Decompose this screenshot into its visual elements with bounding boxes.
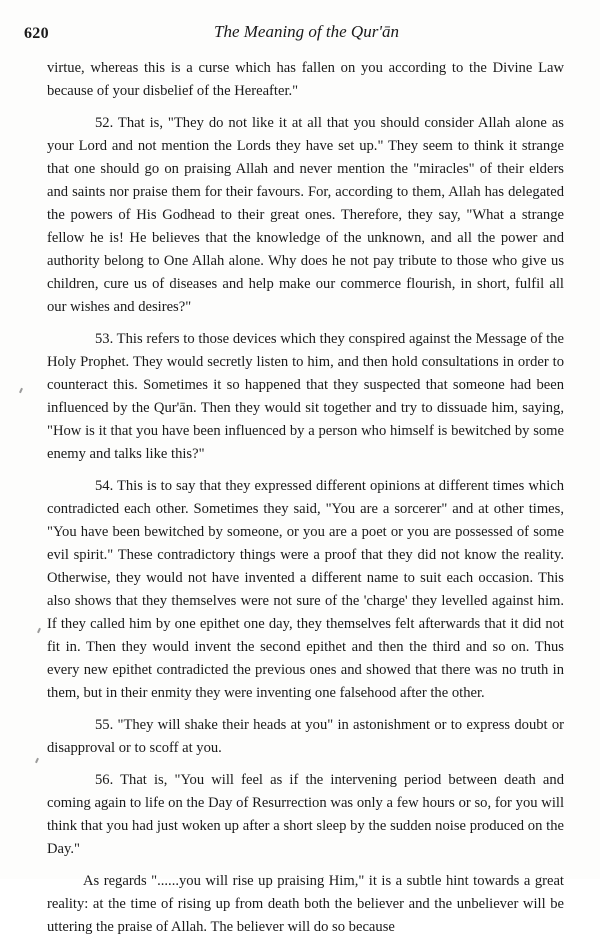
note-56: 56. That is, "You will feel as if the intervening period between death and coming again to life on the Day of Resurrection was only a few hours or so, for you will think that you had just woken up after a short sleep by the sudden noise produced on the Day." xyxy=(47,772,564,857)
page-number: 620 xyxy=(24,25,49,42)
page-body xyxy=(47,57,564,948)
note-56-continued: As regards "......you will rise up praising Him," it is a subtle hint towards a great reality: at the time of rising up from death both the believer and the unbeliever will be uttering the praise of Allah. The believer will do so because xyxy=(47,873,564,935)
running-title: The Meaning of the Qur'ān xyxy=(214,22,399,41)
scan-speck xyxy=(37,628,41,633)
scan-speck xyxy=(35,758,39,763)
paragraph-continuation: virtue, whereas this is a curse which has fallen on you according to the Divine Law because of your disbelief of the Hereafter." xyxy=(47,60,564,99)
note-54: 54. This is to say that they expressed different opinions at different times which contradicted each other. Sometimes they said, "You are a sorcerer" and at other times, "You have been bewitched by someone, or you are a poet or you are possessed of some evil spirit." These contradictory things were a proof that they did not know the reality. Otherwise, they would not have invented a different name to suit each occasion. This also shows that they themselves were not sure of the 'charge' they levelled against him. If they called him by one epithet one day, they themselves felt afterwards that it did not fit in. Then they would invent the second epithet and then the third and so on. Thus every new epithet contradicted the previous ones and showed that there was no truth in them, but in their enmity they were inventing one falsehood after the other. xyxy=(47,478,564,701)
note-55: 55. "They will shake their heads at you" in astonishment or to express doubt or disapproval or to scoff at you. xyxy=(47,717,564,756)
note-53: 53. This refers to those devices which they conspired against the Message of the Holy Prophet. They would secretly listen to him, and then hold consultations in order to counteract this. Sometimes it so happened that they suspected that someone had been influenced by the Qur'ān. Then they would sit together and try to dissuade him, saying, "How is it that you have been influenced by a person who himself is bewitched by some enemy and talks like this?" xyxy=(47,331,564,462)
page-header xyxy=(24,22,576,46)
note-52: 52. That is, "They do not like it at all that you should consider Allah alone as your Lord and not mention the Lords they have set up." They seem to think it strange that one should go on praising Allah and never mention the "miracles" of their elders and saints nor praise them for their favours. For, according to them, Allah has delegated the powers of His Godhead to their great ones. Therefore, they say, "What a strange fellow he is! He believes that the knowledge of the unknown, and all the power and authority belong to One Allah alone. Why does he not pay tribute to those who give us children, cure us of diseases and help make our commerce flourish, in short, fulfil all our wishes and desires?" xyxy=(47,115,564,315)
scan-speck xyxy=(19,388,23,393)
